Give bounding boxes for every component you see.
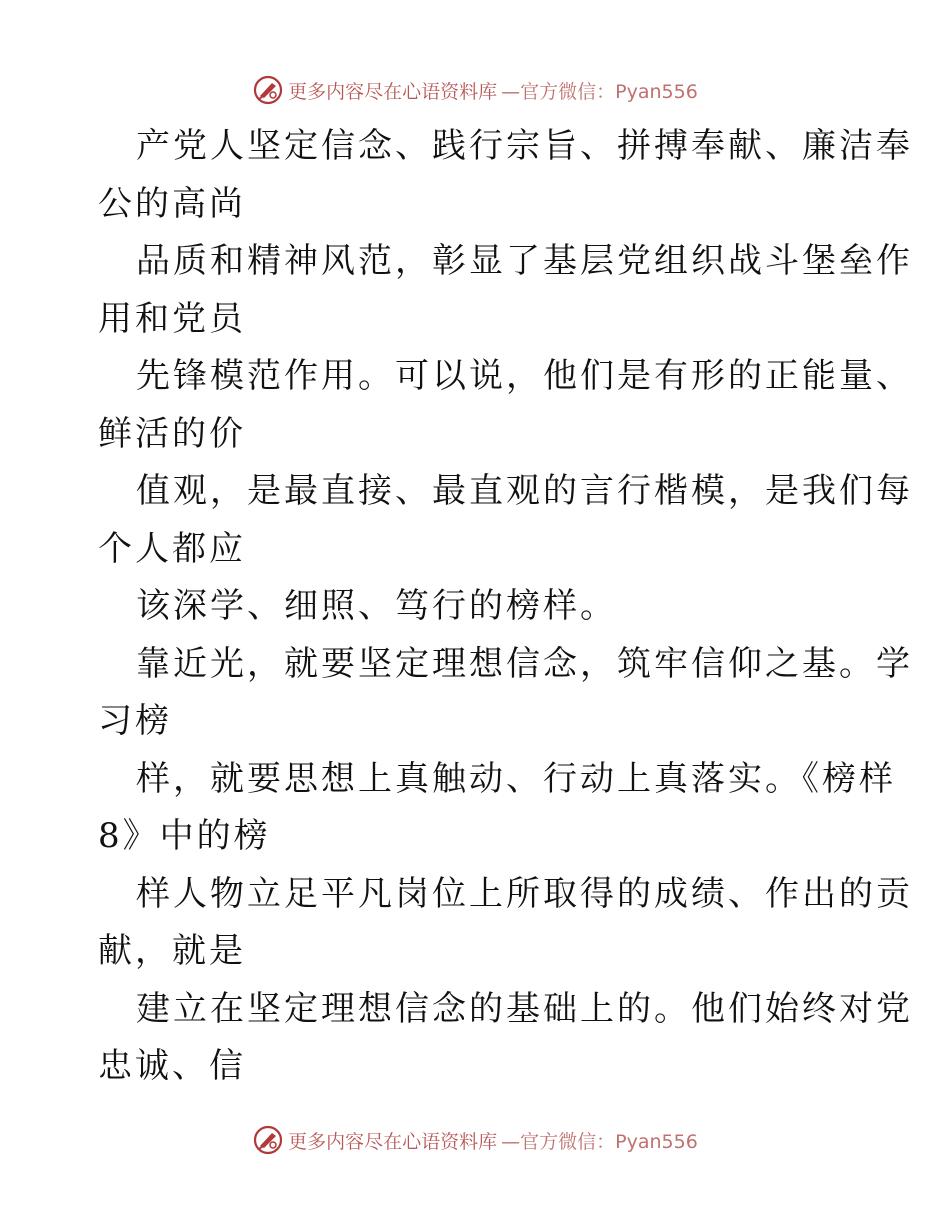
header-banner-tail: —官方微信：Pyan556 [501,80,698,103]
body-line: 鲜活的价 [98,413,246,454]
body-line: 个人都应 [98,528,246,569]
body-line: 8》中的榜 [98,816,271,856]
body-line: 样人物立足平凡岗位上所取得的成绩、作出的贡 [136,873,913,914]
quill-pen-seal-logo-icon [252,74,284,106]
header-banner-content [252,74,698,106]
quill-pen-seal-logo-icon [252,1124,284,1156]
body-line: 靠近光，就要坚定理想信念，筑牢信仰之基。学 [136,643,913,684]
body-line: 样，就要思想上真触动、行动上真落实。《榜样 [136,758,896,799]
footer-banner-content [252,1124,698,1156]
body-line: 先锋模范作用。可以说，他们是有形的正能量、 [136,356,913,396]
body-line: 该深学、细照、笃行的榜样。 [136,586,617,626]
document-body [98,118,913,1096]
body-line: 产党人坚定信念、践行宗旨、拼搏奉献、廉洁奉 [136,126,913,166]
body-line: 忠诚、信 [98,1046,246,1086]
body-line: 建立在坚定理想信念的基础上的。他们始终对党 [136,988,913,1029]
body-line: 用和党员 [98,298,246,339]
body-line: 品质和精神风范，彰显了基层党组织战斗堡垒作 [136,241,913,281]
body-line: 献，就是 [98,931,246,971]
header-banner [0,70,950,110]
footer-banner-text: 更多内容尽在心语资料库 [288,1130,498,1153]
body-line: 习榜 [98,701,172,741]
header-banner-text: 更多内容尽在心语资料库 [288,80,498,103]
body-line: 公的高尚 [98,183,246,224]
body-line: 值观，是最直接、最直观的言行楷模，是我们每 [136,471,913,511]
footer-banner-tail: —官方微信：Pyan556 [501,1130,698,1153]
footer-banner [0,1120,950,1160]
